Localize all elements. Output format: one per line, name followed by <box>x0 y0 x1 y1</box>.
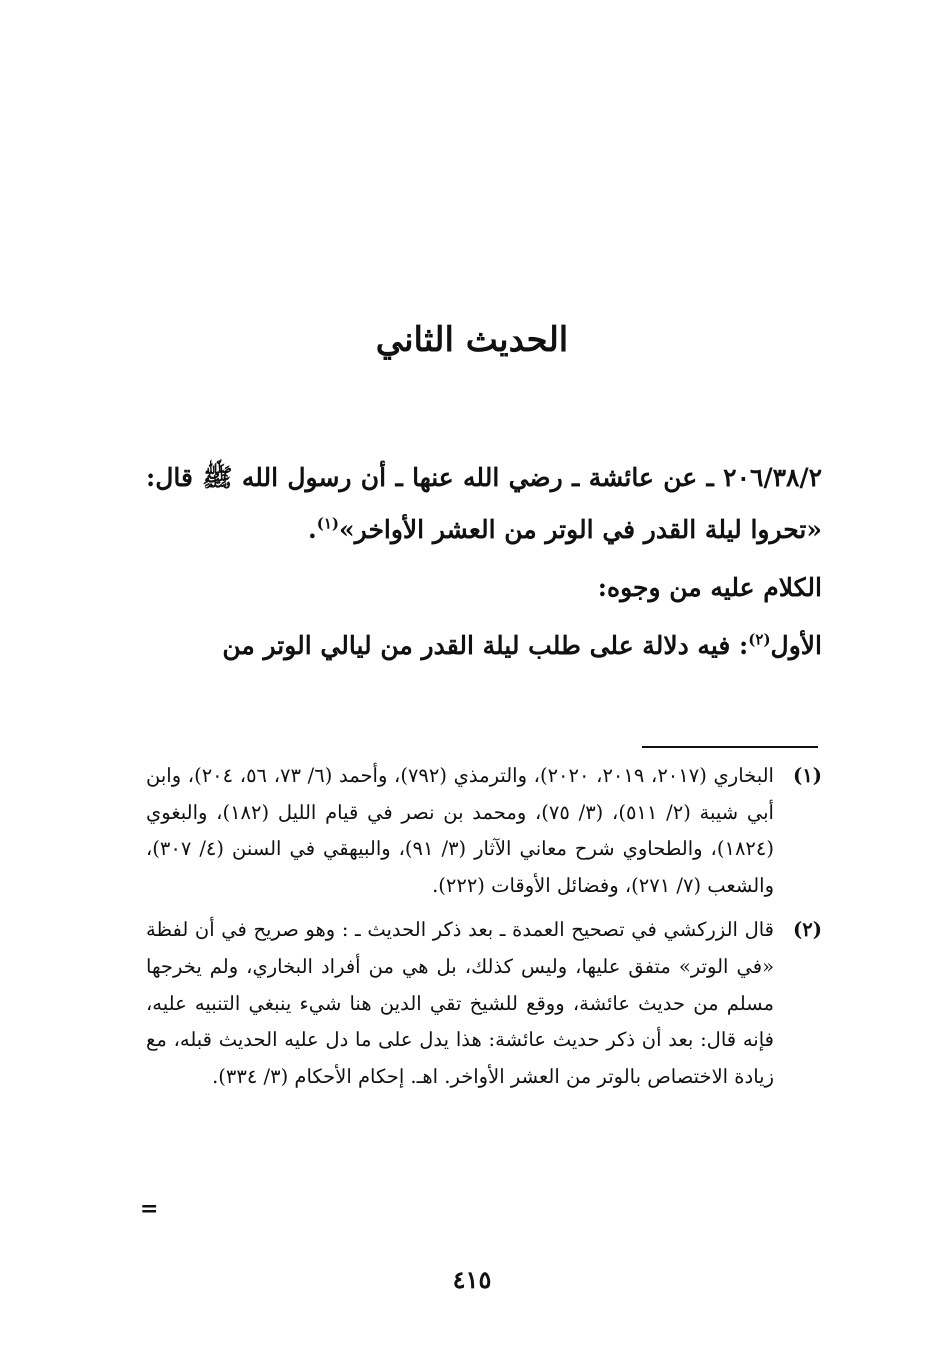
first-point-text: : فيه دلالة على طلب ليلة القدر من ليالي الوتر من <box>222 631 749 660</box>
page-title: الحديث الثاني <box>375 320 569 360</box>
first-point-label: الأول <box>770 631 822 660</box>
hadith-text: ـ عن عائشة ـ رضي الله عنها ـ أن رسول الله ﷺ قال: «تحروا ليلة القدر في الوتر من العشر الأواخر» <box>146 463 822 544</box>
discussion-intro: الكلام عليه من وجوه: <box>597 573 822 602</box>
footnote-ref-2: (٢) <box>748 630 771 649</box>
footnote-text: البخاري (٢٠١٧، ٢٠١٩، ٢٠٢٠)، والترمذي (٧٩٢)، وأحمد (٦/ ٧٣، ٥٦، ٢٠٤)، وابن أبي شيبة (٢/ ٥١١)، (٣/ ٧٥)، ومحمد بن نصر في قيام الليل (١٨٢)، والبغوي (١٨٢٤)، والطحاوي شرح معاني الآثار (٣/ ٩١)، والبيهقي في السنن (٤/ ٣٠٧)، والشعب (٧/ ٢٧١)، وفضائل الأوقات (٢٢٢). <box>146 764 774 897</box>
footnote-2 <box>146 912 822 1095</box>
footnote-text: قال الزركشي في تصحيح العمدة ـ بعد ذكر الحديث ـ : وهو صريح في أن لفظة «في الوتر» متفق عليها، وليس كذلك، بل هي من أفراد البخاري، ولم يخرجها مسلم من حديث عائشة، ووقع للشيخ تقي الدين هنا شيء ينبغي التنبيه عليه، فإنه قال: بعد أن ذكر حديث عائشة: هذا يدل على ما دل عليه الحديث قبله، مع زيادة الاختصاص بالوتر من العشر الأواخر. اهـ. إحكام الأحكام (٣/ ٣٣٤). <box>146 918 774 1088</box>
footnote-marker: (٢) <box>793 918 822 942</box>
hadith-end: . <box>308 515 317 544</box>
main-text <box>146 452 822 672</box>
hadith-number: ٢٠٦/٣٨/٢ <box>723 463 822 492</box>
page-number: ٤١٥ <box>452 1265 492 1294</box>
footnote-marker: (١) <box>793 764 822 787</box>
footnotes <box>146 758 822 1103</box>
hadith-paragraph <box>146 452 822 556</box>
first-point-paragraph <box>146 620 822 672</box>
footnote-1 <box>146 758 822 904</box>
footnote-ref-1: (١) <box>316 514 340 533</box>
footnote-separator <box>642 746 818 748</box>
continuation-mark: = <box>140 1196 159 1222</box>
